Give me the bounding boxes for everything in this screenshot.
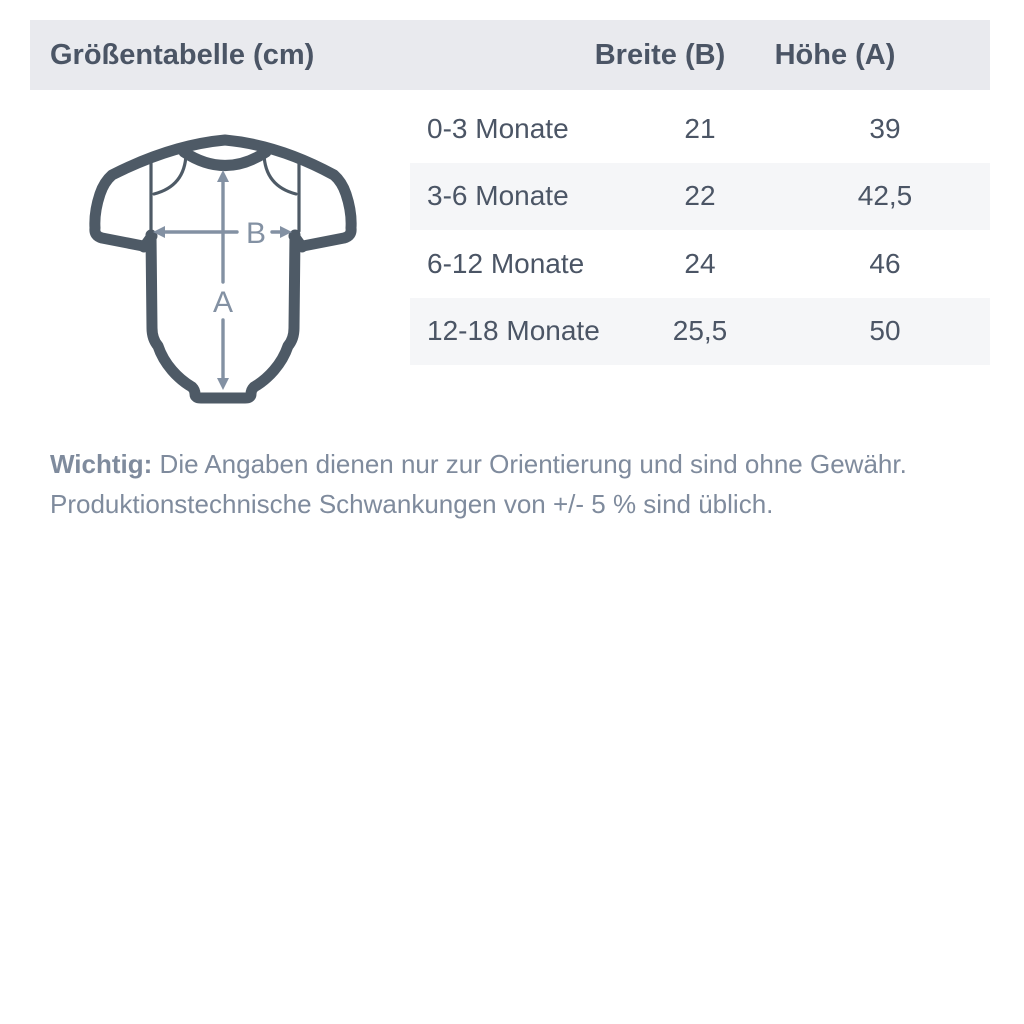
baby-bodysuit-icon bbox=[86, 132, 364, 408]
table-title: Größentabelle (cm) bbox=[50, 39, 315, 71]
size-table-rows bbox=[410, 95, 990, 365]
size-label: 0-3 Monate bbox=[427, 112, 569, 144]
note-line2: Produktionstechnische Schwankungen von +/- 5 % sind üblich. bbox=[50, 489, 774, 519]
width-value: 25,5 bbox=[672, 315, 728, 347]
table-row bbox=[410, 298, 990, 366]
arrow-down-icon bbox=[217, 378, 229, 390]
height-value: 39 bbox=[869, 112, 901, 144]
disclaimer-note bbox=[50, 444, 970, 524]
height-value: 42,5 bbox=[857, 180, 913, 212]
table-row bbox=[410, 163, 990, 231]
column-header-width: Breite (B) bbox=[594, 39, 726, 71]
note-important-label: Wichtig: bbox=[50, 449, 153, 479]
size-label: 6-12 Monate bbox=[427, 247, 585, 279]
neckline bbox=[184, 152, 266, 166]
table-header-bar bbox=[30, 20, 990, 90]
arrow-up-icon bbox=[217, 170, 229, 182]
width-value: 21 bbox=[684, 112, 716, 144]
width-value: 22 bbox=[684, 180, 716, 212]
height-value: 50 bbox=[869, 315, 901, 347]
measurement-diagram bbox=[86, 132, 364, 408]
armpit-seam-right bbox=[294, 236, 302, 247]
height-dimension-label: A bbox=[212, 286, 234, 319]
column-header-height: Höhe (A) bbox=[774, 39, 896, 71]
table-row bbox=[410, 230, 990, 298]
size-label: 3-6 Monate bbox=[427, 180, 569, 212]
width-value: 24 bbox=[684, 247, 716, 279]
size-label: 12-18 Monate bbox=[427, 315, 600, 347]
height-value: 46 bbox=[869, 247, 901, 279]
table-row bbox=[410, 95, 990, 163]
width-dimension-label: B bbox=[245, 217, 267, 250]
note-line1: Die Angaben dienen nur zur Orientierung und sind ohne Gewähr. bbox=[152, 449, 907, 479]
armpit-seam-left bbox=[144, 236, 152, 247]
